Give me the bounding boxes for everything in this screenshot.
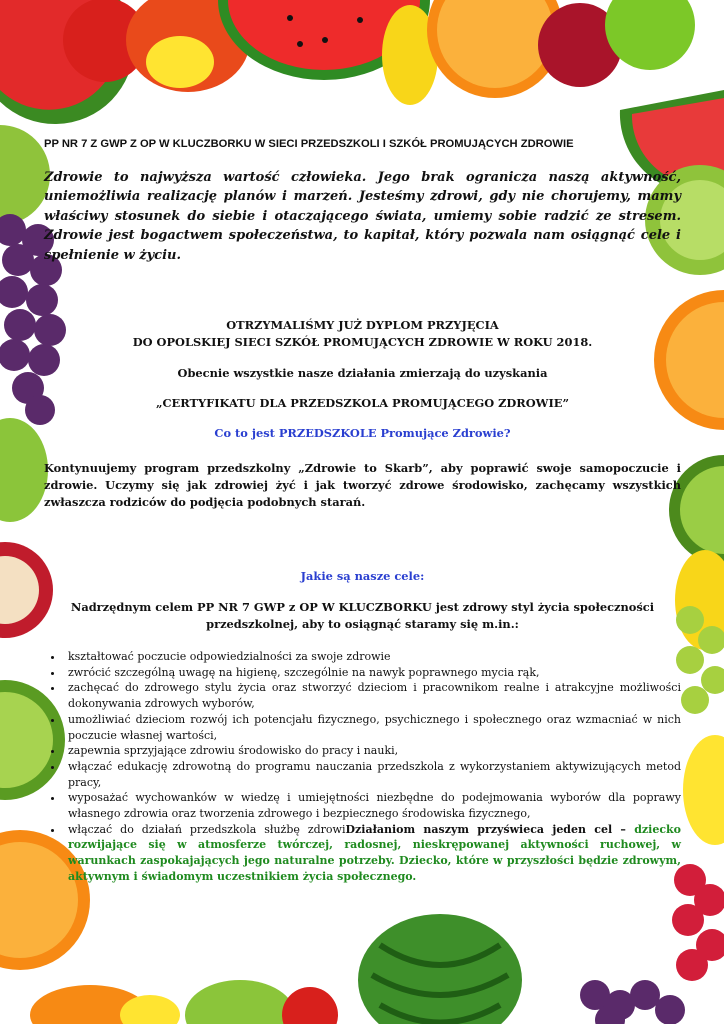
diploma-announcement	[44, 317, 681, 351]
main-goal: Nadrzędnym celem PP NR 7 GWP z OP W KLUCZBORKU jest zdrowy styl życia społeczności przedszkolnej, aby to osiągnąć staramy się m.in.:	[70, 600, 655, 632]
question-heading: Co to jest PRZEDSZKOLE Promujące Zdrowie?	[214, 426, 511, 441]
list-item: • kształtować poczucie odpowiedzialności za swoje zdrowie	[64, 649, 681, 665]
watermelon-whole-icon	[358, 914, 522, 1024]
document-body	[44, 138, 681, 885]
list-item: • włączać edukację zdrowotną do programu nauczania przedszkola z wykorzystaniem aktywizujących metod pracy,	[64, 759, 681, 790]
last-goal-green: dziecko rozwijające się w atmosferze twórczej, radosnej, nieskrępowanej aktywności ruchowej, w warunkach zaspokajających jego naturalne potrzeby. Dziecko, które w przyszłości będzie zdrowym, aktywnym i świadomym uczestnikiem życia społecznego.	[68, 822, 681, 883]
list-item: • zapewnia sprzyjające zdrowiu środowisko do pracy i nauki,	[64, 743, 681, 759]
health-motto: Zdrowie to najwyższa wartość człowieka. Jego brak ogranicza naszą aktywność, uniemożliwia realizację planów i marzeń. Jesteśmy zdrowi, gdy nie chorujemy, mamy właściwy stosunek do siebie i otaczającego świata, umiemy sobie radzić ze stresem. Zdrowie jest bogactwem społeczeństwa, to kapitał, który pozwala nam osiągnąć cele i spełnienie w życiu.	[44, 170, 681, 263]
last-goal-start: włączać do działań przedszkola służbę zdrowi	[68, 822, 346, 836]
last-goal-bold: Działaniom naszym przyświeca jeden cel –	[345, 822, 635, 836]
diploma-line-2: DO OPOLSKIEJ SIECI SZKÓŁ PROMUJĄCYCH ZDROWIE W ROKU 2018.	[132, 335, 593, 350]
certificate-title: „CERTYFIKATU DLA PRZEDSZKOLA PROMUJĄCEGO ZDROWIE”	[155, 396, 570, 411]
list-item: • umożliwiać dzieciom rozwój ich potencjału fizycznego, psychicznego i społecznego oraz wzmacniać w nich poczucie własnej wartości,	[64, 712, 681, 743]
list-item: • zwrócić szczególną uwagę na higienę, szczególnie na nawyk poprawnego mycia rąk,	[64, 665, 681, 681]
list-item: • wyposażać wychowanków w wiedzę i umiejętności niezbędne do podejmowania wyborów dla poprawy własnego zdrowia oraz tworzenia zdrowego i bezpiecznego środowiska fizycznego,	[64, 790, 681, 821]
page-header: PP NR 7 Z GWP Z OP W KLUCZBORKU W SIECI PRZEDSZKOLI I SZKÓŁ PROMUJĄCYCH ZDROWIE	[44, 138, 574, 150]
grapes-bottom-icon	[580, 980, 685, 1024]
lemon-right-icon	[683, 735, 724, 845]
kiwi-left-icon	[0, 125, 50, 225]
strawberry-bottom-icon	[282, 987, 338, 1024]
lemon-icon	[146, 36, 214, 88]
program-intro: Kontynuujemy program przedszkolny „Zdrowie to Skarb”, aby poprawić swoje samopoczucie i zdrowie. Uczymy się jak zdrowiej żyć i jak tworzyć zdrowe środowisko, zachęcamy wszystkich zwłaszcza rodziców do podjęcia podobnych starań.	[44, 461, 681, 510]
goals-list	[44, 649, 681, 885]
lime-left-icon	[0, 418, 48, 522]
goals-heading: Jakie są nasze cele:	[300, 569, 425, 584]
apple-bottom-icon	[185, 980, 295, 1024]
diploma-line-1: OTRZYMALIŚMY JUŻ DYPLOM PRZYJĘCIA	[226, 318, 499, 333]
list-item-last	[64, 822, 681, 885]
goal-statement: Obecnie wszystkie nasze działania zmierzają do uzyskania	[177, 366, 548, 381]
list-item: • zachęcać do zdrowego stylu życia oraz stworzyć dzieciom i pracownikom realne i atrakcyjne możliwości dokonywania zdrowych wyborów,	[64, 680, 681, 711]
